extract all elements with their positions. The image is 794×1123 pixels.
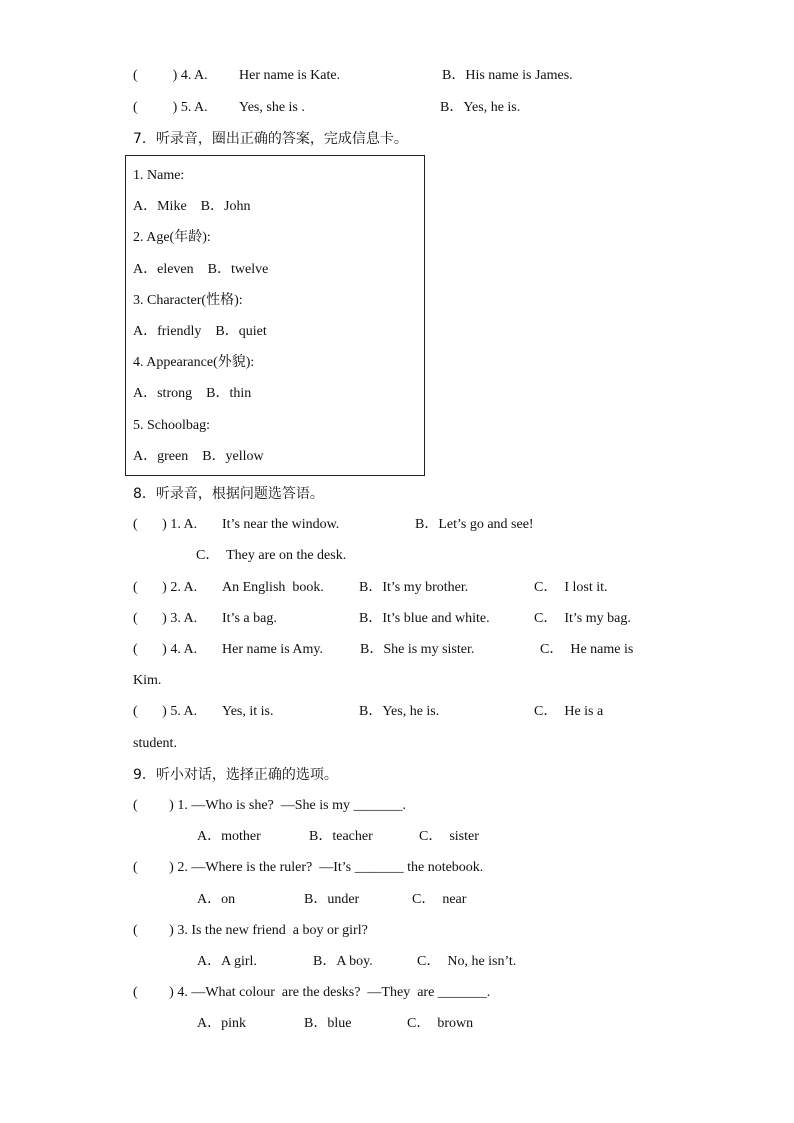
info-card-line: A．eleven B．twelve — [133, 262, 269, 277]
q8-5-option-b: B．Yes, he is. — [359, 704, 440, 719]
q9-3-option-a: A．A girl. — [197, 954, 257, 969]
section-9-heading: 9．听小对话，选择正确的选项。 — [133, 767, 338, 783]
q8-4-number: ( ) 4. A. — [133, 642, 198, 657]
q8-1-option-b: B．Let’s go and see! — [415, 517, 534, 532]
info-card-line: A．strong B．thin — [133, 386, 252, 401]
q8-1-option-a: It’s near the window. — [222, 517, 340, 532]
q8-5-option-a: Yes, it is. — [222, 704, 274, 719]
q9-1-option-c: C． sister — [419, 829, 479, 844]
q9-1-stem: ( ) 1. —Who is she? —She is my _______. — [133, 798, 406, 813]
q9-2-stem: ( ) 2. —Where is the ruler? —It’s _______ the notebook. — [133, 860, 484, 875]
q8-5-option-c: C． He is a — [534, 704, 604, 719]
q9-1-option-a: A．mother — [197, 829, 261, 844]
q8-2-option-a: An English book. — [222, 580, 324, 595]
q9-2-option-b: B．under — [304, 892, 360, 907]
q8-3-number: ( ) 3. A. — [133, 611, 198, 626]
q9-3-option-c: C． No, he isn’t. — [417, 954, 517, 969]
section-7-heading: 7．听录音，圈出正确的答案，完成信息卡。 — [133, 131, 408, 147]
q6-5-option-a: Yes, she is . — [239, 100, 305, 115]
q8-1-number: ( ) 1. A. — [133, 517, 198, 532]
info-card-line: A．green B．yellow — [133, 449, 264, 464]
q8-5-number: ( ) 5. A. — [133, 704, 198, 719]
q9-1-option-b: B．teacher — [309, 829, 373, 844]
q8-2-option-c: C． I lost it. — [534, 580, 608, 595]
q8-5-option-c-wrap: student. — [133, 736, 177, 751]
info-card-line: 1. Name: — [133, 168, 185, 183]
q6-4-number: ( ) 4. A. — [133, 68, 208, 83]
q8-4-option-a: Her name is Amy. — [222, 642, 323, 657]
q9-4-stem: ( ) 4. —What colour are the desks? —They are _______. — [133, 985, 491, 1000]
info-card-line: 5. Schoolbag: — [133, 418, 210, 433]
q9-4-option-a: A．pink — [197, 1016, 246, 1031]
q8-3-option-c: C． It’s my bag. — [534, 611, 631, 626]
q6-5-option-b: B．Yes, he is. — [440, 100, 521, 115]
q8-4-option-c: C． He name is — [540, 642, 634, 657]
q8-1-option-c: C． They are on the desk. — [196, 548, 347, 563]
info-card-line: A．Mike B．John — [133, 199, 251, 214]
q9-2-option-a: A．on — [197, 892, 236, 907]
q8-3-option-a: It’s a bag. — [222, 611, 277, 626]
q9-4-option-b: B．blue — [304, 1016, 352, 1031]
q8-4-option-b: B．She is my sister. — [360, 642, 475, 657]
q9-3-stem: ( ) 3. Is the new friend a boy or girl? — [133, 923, 368, 938]
info-card-line: 3. Character(性格): — [133, 293, 243, 308]
info-card-line: 4. Appearance(外貌): — [133, 355, 255, 370]
q9-4-option-c: C． brown — [407, 1016, 474, 1031]
q9-2-option-c: C． near — [412, 892, 467, 907]
q8-2-option-b: B．It’s my brother. — [359, 580, 469, 595]
q6-4-option-a: Her name is Kate. — [239, 68, 341, 83]
info-card-line: 2. Age(年龄): — [133, 230, 211, 245]
info-card-line: A．friendly B．quiet — [133, 324, 267, 339]
q9-3-option-b: B．A boy. — [313, 954, 373, 969]
q8-2-number: ( ) 2. A. — [133, 580, 198, 595]
q8-3-option-b: B．It’s blue and white. — [359, 611, 490, 626]
q6-5-number: ( ) 5. A. — [133, 100, 208, 115]
q8-4-option-c-wrap: Kim. — [133, 673, 162, 688]
q6-4-option-b: B．His name is James. — [442, 68, 573, 83]
section-8-heading: 8．听录音，根据问题选答语。 — [133, 486, 324, 502]
